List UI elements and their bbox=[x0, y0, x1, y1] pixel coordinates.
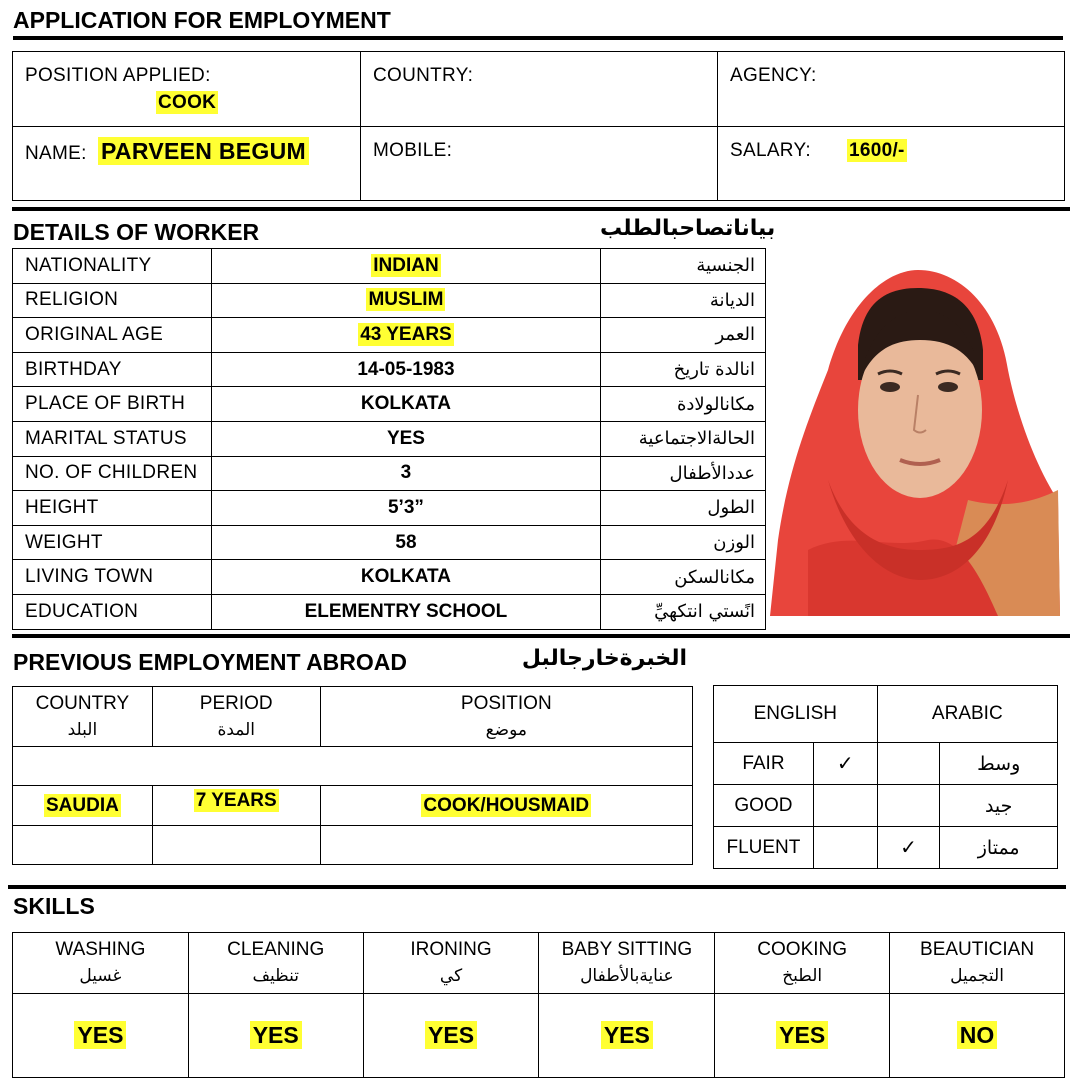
detail-label-arabic: الجنسية bbox=[601, 249, 766, 284]
skill-header bbox=[715, 933, 890, 994]
position-applied-value: COOK bbox=[158, 92, 217, 113]
skill-label-arabic: الطبخ bbox=[782, 966, 823, 986]
details-row bbox=[13, 560, 766, 595]
prev-period-value: 7 YEARS bbox=[195, 790, 277, 811]
detail-label-arabic: الديانة bbox=[601, 283, 766, 318]
detail-value: 3 bbox=[400, 462, 412, 484]
skill-label: CLEANING bbox=[227, 939, 325, 960]
applicant-photo bbox=[768, 250, 1060, 616]
agency-label: AGENCY: bbox=[730, 65, 817, 86]
detail-value: KOLKATA bbox=[360, 393, 451, 415]
previous-title: PREVIOUS EMPLOYMENT ABROAD bbox=[13, 649, 408, 675]
detail-value: ELEMENTRY SCHOOL bbox=[304, 600, 508, 622]
skill-value: YES bbox=[425, 1021, 477, 1049]
language-row bbox=[714, 743, 1058, 785]
col-position: POSITION bbox=[460, 692, 552, 714]
skill-header bbox=[188, 933, 363, 994]
english-check-icon bbox=[813, 785, 877, 827]
detail-label: RELIGION bbox=[13, 283, 212, 318]
details-row bbox=[13, 352, 766, 387]
detail-value: MUSLIM bbox=[368, 289, 444, 311]
col-country: COUNTRY bbox=[35, 692, 130, 714]
detail-value: 14-05-1983 bbox=[357, 358, 455, 380]
skill-label-arabic: غسيل bbox=[79, 966, 122, 986]
skill-cell bbox=[715, 994, 890, 1078]
skill-header bbox=[363, 933, 539, 994]
position-applied-label: POSITION APPLIED: bbox=[25, 65, 211, 86]
skill-value: YES bbox=[601, 1021, 653, 1049]
detail-label: PLACE OF BIRTH bbox=[13, 387, 212, 422]
language-row bbox=[714, 785, 1058, 827]
level-label-arabic: جيد bbox=[940, 785, 1058, 827]
col-period: PERIOD bbox=[199, 692, 273, 714]
name-value: PARVEEN BEGUM bbox=[98, 137, 309, 165]
details-rule bbox=[12, 207, 1070, 211]
prev-country-value: SAUDIA bbox=[46, 794, 119, 816]
details-row bbox=[13, 525, 766, 560]
skill-label: BABY SITTING bbox=[561, 939, 693, 960]
detail-label: MARITAL STATUS bbox=[13, 421, 212, 456]
detail-label-arabic: انالدة تاريخ bbox=[601, 352, 766, 387]
salary-label: SALARY: bbox=[730, 140, 811, 161]
skill-header bbox=[890, 933, 1065, 994]
detail-label: BIRTHDAY bbox=[13, 352, 212, 387]
detail-label: NATIONALITY bbox=[13, 249, 212, 284]
detail-value: KOLKATA bbox=[360, 566, 451, 588]
arabic-check-icon bbox=[877, 743, 940, 785]
skill-header bbox=[13, 933, 189, 994]
skill-value: NO bbox=[957, 1021, 998, 1049]
detail-value: INDIAN bbox=[373, 254, 439, 276]
skill-cell bbox=[890, 994, 1065, 1078]
skill-cell bbox=[13, 994, 189, 1078]
skill-cell bbox=[363, 994, 539, 1078]
detail-label-arabic: الوزن bbox=[601, 525, 766, 560]
skill-label: IRONING bbox=[410, 939, 492, 960]
skills-table bbox=[12, 932, 1065, 1078]
detail-label-arabic: عددالأطفال bbox=[601, 456, 766, 491]
level-label-arabic: ممتاز bbox=[940, 827, 1058, 869]
form-title: APPLICATION FOR EMPLOYMENT bbox=[13, 7, 391, 33]
english-check-icon bbox=[813, 827, 877, 869]
level-label-arabic: وسط bbox=[940, 743, 1058, 785]
details-row bbox=[13, 318, 766, 353]
details-row bbox=[13, 594, 766, 629]
detail-label: ORIGINAL AGE bbox=[13, 318, 212, 353]
skill-label: COOKING bbox=[757, 939, 848, 960]
previous-rule bbox=[12, 634, 1070, 638]
english-header: ENGLISH bbox=[714, 686, 878, 743]
detail-label: WEIGHT bbox=[13, 525, 212, 560]
col-period-ar: المدة bbox=[217, 719, 255, 740]
detail-value: YES bbox=[386, 427, 425, 449]
level-label: FLUENT bbox=[714, 827, 814, 869]
previous-title-arabic: الخبرةخارجالبل bbox=[521, 646, 687, 671]
english-check-icon: ✓ bbox=[813, 743, 877, 785]
details-row bbox=[13, 421, 766, 456]
detail-label-arabic: الطول bbox=[601, 491, 766, 526]
name-label: NAME: bbox=[25, 143, 87, 164]
language-table bbox=[713, 685, 1058, 869]
detail-label-arabic: مكانالولادة bbox=[601, 387, 766, 422]
col-country-ar: البلد bbox=[67, 719, 98, 740]
prev-position-value: COOK/HOUSMAID bbox=[423, 794, 590, 816]
skill-label-arabic: التجميل bbox=[950, 966, 1004, 986]
skill-value: YES bbox=[250, 1021, 302, 1049]
details-row bbox=[13, 283, 766, 318]
skill-cell bbox=[539, 994, 715, 1078]
arabic-check-icon: ✓ bbox=[877, 827, 940, 869]
detail-label: LIVING TOWN bbox=[13, 560, 212, 595]
details-row bbox=[13, 249, 766, 284]
details-title-arabic: بياناتصاحبالطلب bbox=[600, 216, 776, 241]
previous-employment-table bbox=[12, 686, 693, 865]
detail-value: 43 YEARS bbox=[360, 323, 452, 345]
details-row bbox=[13, 456, 766, 491]
skills-rule bbox=[8, 885, 1066, 889]
skill-label-arabic: كي bbox=[439, 966, 463, 986]
detail-value: 5’3” bbox=[387, 496, 424, 518]
skill-label-arabic: تنظيف bbox=[252, 966, 299, 986]
skill-cell bbox=[188, 994, 363, 1078]
skill-value: YES bbox=[74, 1021, 126, 1049]
skill-label: BEAUTICIAN bbox=[920, 939, 1035, 960]
details-row bbox=[13, 387, 766, 422]
arabic-check-icon bbox=[877, 785, 940, 827]
details-row bbox=[13, 491, 766, 526]
mobile-label: MOBILE: bbox=[373, 140, 453, 161]
detail-label-arabic: العمر bbox=[601, 318, 766, 353]
skill-header bbox=[539, 933, 715, 994]
level-label: GOOD bbox=[714, 785, 814, 827]
skill-label: WASHING bbox=[55, 939, 146, 960]
skill-label-arabic: عنايةبالأطفال bbox=[580, 966, 674, 986]
skill-value: YES bbox=[776, 1021, 828, 1049]
detail-label: HEIGHT bbox=[13, 491, 212, 526]
language-row bbox=[714, 827, 1058, 869]
salary-value: 1600/- bbox=[849, 140, 905, 161]
detail-label: NO. OF CHILDREN bbox=[13, 456, 212, 491]
skills-title: SKILLS bbox=[13, 893, 95, 919]
details-table bbox=[12, 248, 766, 630]
detail-value: 58 bbox=[395, 531, 417, 553]
detail-label-arabic: انًستي انتكهيِّ bbox=[601, 594, 766, 629]
details-title: DETAILS OF WORKER bbox=[13, 219, 260, 245]
detail-label: EDUCATION bbox=[13, 594, 212, 629]
level-label: FAIR bbox=[714, 743, 814, 785]
detail-label-arabic: الحالةالاجتماعية bbox=[601, 421, 766, 456]
arabic-header: ARABIC bbox=[877, 686, 1057, 743]
detail-label-arabic: مكانالسكن bbox=[601, 560, 766, 595]
col-position-ar: موضع bbox=[485, 719, 527, 740]
title-rule bbox=[13, 36, 1063, 40]
country-label: COUNTRY: bbox=[373, 65, 474, 86]
